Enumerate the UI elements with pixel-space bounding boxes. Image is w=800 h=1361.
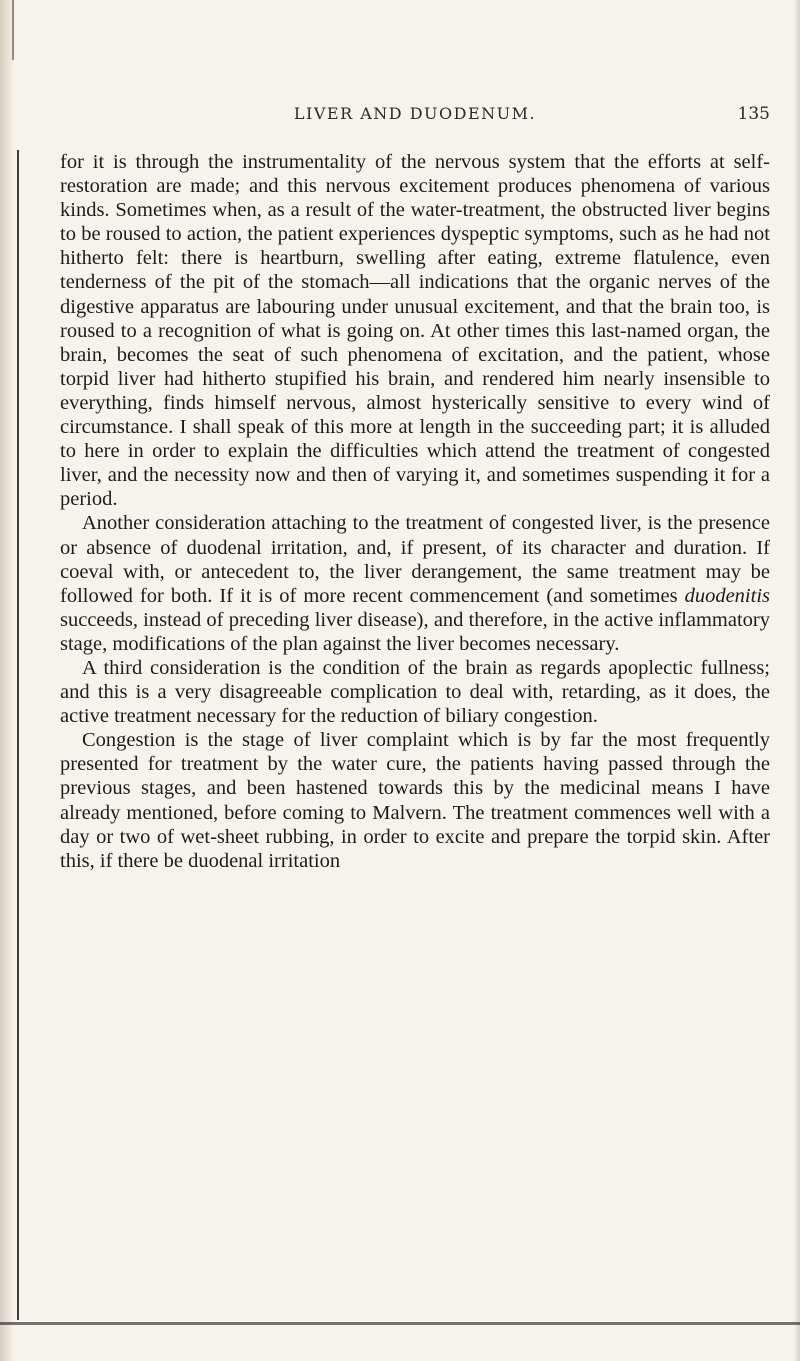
page-number: 135 xyxy=(737,104,770,124)
paragraph-4-text: Congestion is the stage of liver complaint which is by far the most frequently presented for treatment by the water cure, the patients having passed through the previous stages, and been hastened towards this by the medicinal means I have already mentioned, before coming to Malvern. The treatment commences well with a day or two of wet-sheet rubbing, in order to excite and prepare the torpid skin. After this, if there be duodenal irritation xyxy=(60,729,770,872)
paragraph-3 xyxy=(60,656,770,728)
running-head: LIVER AND DUODENUM. xyxy=(293,104,537,123)
binding-rule-top xyxy=(12,0,14,60)
body-text xyxy=(60,150,770,873)
paragraph-1-text: for it is through the instrumentality of the nervous system that the efforts at self-restoration are made; and this nervous excitement produces phenomena of various kinds. Sometimes when, as a result of the water-treatment, the obstructed liver begins to be roused to action, the patient experiences dyspeptic symptoms, such as he had not hitherto felt: there is heartburn, swelling after eating, extreme flatulence, even tenderness of the pit of the stomach—all indications that the organic nerves of the digestive apparatus are labouring under unusual excitement, and that the brain too, is roused to a recognition of what is going on. At other times this last-named organ, the brain, becomes the seat of such phenomena of excitation, and the patient, whose torpid liver had hitherto stupified his brain, and rendered him nearly insensible to everything, finds himself nervous, almost hysterically sensitive to every wind of circumstance. I shall speak of this more at length in the succeeding part; it is alluded to here in order to explain the difficulties which attend the treatment of congested liver, and the necessity now and then of varying it, and sometimes suspending it for a period. xyxy=(60,151,770,511)
binding-shadow xyxy=(0,0,14,1361)
paragraph-4 xyxy=(60,728,770,873)
paragraph-3-text: A third consideration is the condition of the brain as regards apoplectic fullness; and this is a very disagreeable complication to deal with, retarding, as it does, the active treatment necessary for the reduction of biliary congestion. xyxy=(60,656,770,728)
paragraph-2-italic-term: duodenitis xyxy=(684,584,770,607)
paragraph-1 xyxy=(60,150,770,511)
binding-rule xyxy=(17,150,19,1320)
paragraph-2 xyxy=(60,511,770,656)
page-bottom-rule xyxy=(0,1322,800,1325)
page-header xyxy=(60,104,770,134)
page-right-edge xyxy=(794,0,800,1361)
paragraph-2-text-b: succeeds, instead of preceding liver disease), and therefore, in the active inflammatory stage, modifications of the plan against the liver becomes necessary. xyxy=(60,608,770,655)
paragraph-2-text-a: Another consideration attaching to the treatment of congested liver, is the presence or absence of duodenal irritation, and, if present, of its character and duration. If coeval with, or antecedent to, the liver derangement, the same treatment may be followed for both. If it is of more recent commencement (and sometimes xyxy=(60,512,770,607)
